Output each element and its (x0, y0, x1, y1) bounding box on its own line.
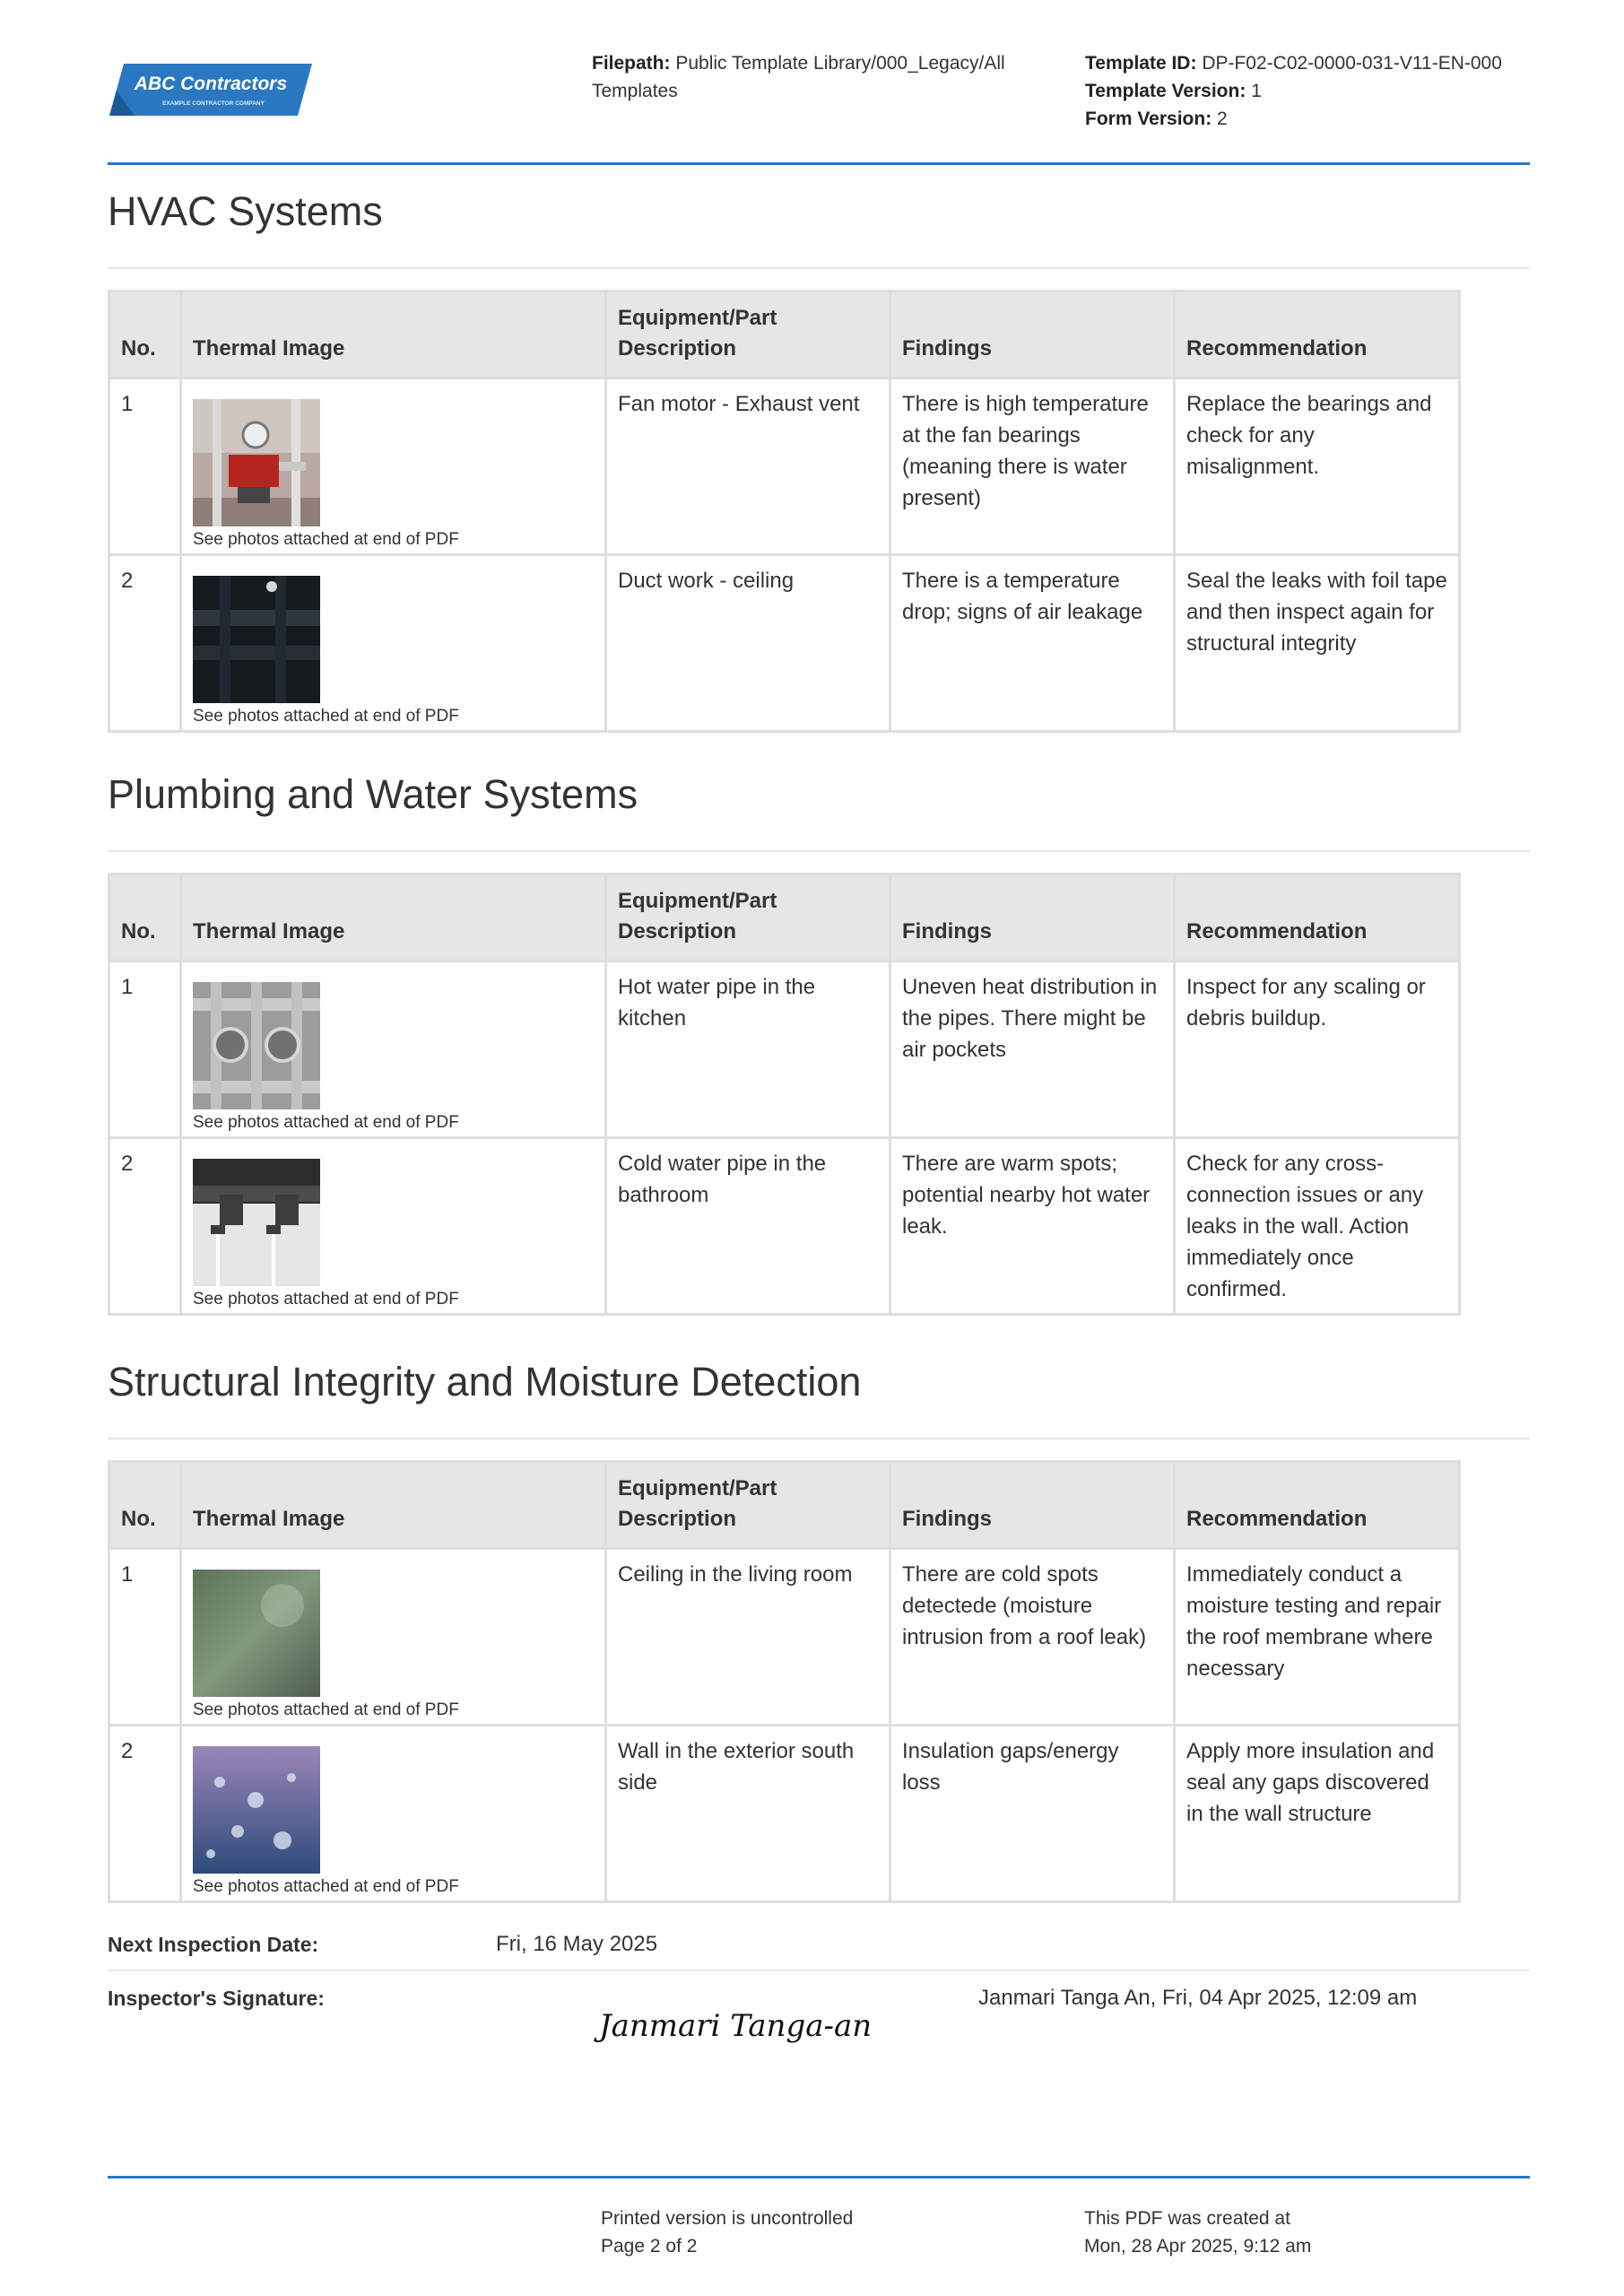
photo-caption: See photos attached at end of PDF (193, 1877, 459, 1896)
section-title-structural: Structural Integrity and Moisture Detection (108, 1359, 862, 1405)
cell-recommendation: Replace the bearings and check for any misalignment. (1175, 378, 1460, 555)
cell-description: Wall in the exterior south side (606, 1726, 890, 1902)
signature-label: Inspector's Signature: (108, 1987, 325, 2010)
column-header-thermal-image: Thermal Image (181, 874, 606, 961)
cell-no: 1 (109, 378, 181, 555)
cell-thermal-image (181, 1726, 606, 1902)
cell-description: Fan motor - Exhaust vent (606, 378, 890, 555)
company-logo (108, 60, 314, 119)
structural-table (108, 1460, 1461, 1903)
table-row (109, 1549, 1460, 1726)
cell-findings: There are warm spots; potential nearby hot water leak. (890, 1138, 1175, 1315)
faucet-photo[interactable] (193, 1159, 320, 1286)
logo-subtext: EXAMPLE CONTRACTOR COMPANY (162, 100, 265, 107)
filepath-label: Filepath: (592, 53, 671, 74)
column-header-thermal-image: Thermal Image (181, 291, 606, 378)
water-drops-photo[interactable] (193, 1746, 320, 1874)
section-divider (108, 267, 1530, 269)
column-header-description: Equipment/Part Description (606, 874, 890, 961)
cell-description: Hot water pipe in the kitchen (606, 961, 890, 1138)
cell-thermal-image (181, 1549, 606, 1726)
cell-thermal-image (181, 1138, 606, 1315)
column-header-findings: Findings (890, 1462, 1175, 1549)
signer-details: Janmari Tanga An, Fri, 04 Apr 2025, 12:09 am (978, 1986, 1418, 2010)
hvac-table (108, 290, 1461, 733)
template-version-label: Template Version: (1085, 81, 1246, 101)
column-header-thermal-image: Thermal Image (181, 1462, 606, 1549)
photo-caption: See photos attached at end of PDF (193, 530, 459, 549)
cell-findings: There are cold spots detectede (moisture intrusion from a roof leak) (890, 1549, 1175, 1726)
logo-text: ABC Contractors (134, 74, 288, 94)
template-id-label: Template ID: (1085, 53, 1197, 74)
photo-caption: See photos attached at end of PDF (193, 707, 459, 726)
cell-description: Ceiling in the living room (606, 1549, 890, 1726)
footer-divider (108, 2176, 1530, 2179)
column-header-description: Equipment/Part Description (606, 1462, 890, 1549)
photo-caption: See photos attached at end of PDF (193, 1113, 459, 1132)
column-header-recommendation: Recommendation (1175, 1462, 1460, 1549)
table-row (109, 1726, 1460, 1902)
cell-recommendation: Seal the leaks with foil tape and then inspect again for structural integrity (1175, 555, 1460, 732)
column-header-no: No. (109, 291, 181, 378)
pipes-photo[interactable] (193, 982, 320, 1109)
table-row (109, 555, 1460, 732)
footer-created-info (1084, 2205, 1311, 2260)
cell-thermal-image (181, 555, 606, 732)
plumbing-table (108, 873, 1461, 1316)
form-version-value: 2 (1217, 109, 1228, 129)
column-header-findings: Findings (890, 291, 1175, 378)
page-header (108, 49, 1530, 164)
photo-caption: See photos attached at end of PDF (193, 1290, 459, 1309)
form-version-label: Form Version: (1085, 109, 1212, 129)
cell-no: 2 (109, 1138, 181, 1315)
table-header-row (109, 1462, 1460, 1549)
pump-photo[interactable] (193, 399, 320, 526)
table-row (109, 1138, 1460, 1315)
template-info-block (1085, 49, 1533, 133)
cell-findings: There is high temperature at the fan bearings (meaning there is water present) (890, 378, 1175, 555)
cell-no: 2 (109, 1726, 181, 1902)
filepath-block (592, 49, 1040, 105)
cell-recommendation: Immediately conduct a moisture testing and repair the roof membrane where necessary (1175, 1549, 1460, 1726)
photo-caption: See photos attached at end of PDF (193, 1700, 459, 1719)
cell-description: Cold water pipe in the bathroom (606, 1138, 890, 1315)
template-version-value: 1 (1251, 81, 1262, 101)
cell-findings: Insulation gaps/energy loss (890, 1726, 1175, 1902)
filepath-value: Public Template Library/000_Legacy/All Templates (592, 53, 1005, 101)
signature-script: Janmari Tanga-an (599, 2008, 873, 2044)
cell-recommendation: Inspect for any scaling or debris buildup. (1175, 961, 1460, 1138)
cell-recommendation: Check for any cross-connection issues or any leaks in the wall. Action immediately once confirmed. (1175, 1138, 1460, 1315)
cell-recommendation: Apply more insulation and seal any gaps discovered in the wall structure (1175, 1726, 1460, 1902)
cell-thermal-image (181, 378, 606, 555)
table-header-row (109, 291, 1460, 378)
form-version-line (1085, 105, 1533, 133)
section-title-hvac: HVAC Systems (108, 188, 383, 234)
column-header-no: No. (109, 1462, 181, 1549)
cell-description: Duct work - ceiling (606, 555, 890, 732)
cell-no: 1 (109, 961, 181, 1138)
page-number: Page 2 of 2 (601, 2236, 698, 2257)
table-row (109, 961, 1460, 1138)
cell-findings: Uneven heat distribution in the pipes. There might be air pockets (890, 961, 1175, 1138)
created-label: This PDF was created at (1084, 2208, 1290, 2229)
column-header-recommendation: Recommendation (1175, 291, 1460, 378)
column-header-findings: Findings (890, 874, 1175, 961)
section-title-plumbing: Plumbing and Water Systems (108, 771, 638, 817)
table-header-row (109, 874, 1460, 961)
next-inspection-label: Next Inspection Date: (108, 1933, 319, 1956)
fog-glass-photo[interactable] (193, 1570, 320, 1697)
template-version-line (1085, 77, 1533, 105)
template-id-line (1085, 49, 1533, 77)
column-header-no: No. (109, 874, 181, 961)
cell-no: 1 (109, 1549, 181, 1726)
template-id-value: DP-F02-C02-0000-031-V11-EN-000 (1202, 53, 1502, 74)
uncontrolled-notice: Printed version is uncontrolled (601, 2208, 854, 2229)
duct-photo[interactable] (193, 576, 320, 703)
section-divider (108, 1438, 1530, 1439)
footer-print-info (601, 2205, 853, 2260)
inspector-signature (592, 1989, 888, 2061)
info-divider (108, 1970, 1530, 1971)
next-inspection-value: Fri, 16 May 2025 (496, 1932, 658, 1956)
cell-no: 2 (109, 555, 181, 732)
cell-thermal-image (181, 961, 606, 1138)
column-header-recommendation: Recommendation (1175, 874, 1460, 961)
created-timestamp: Mon, 28 Apr 2025, 9:12 am (1084, 2236, 1312, 2257)
cell-findings: There is a temperature drop; signs of air leakage (890, 555, 1175, 732)
header-divider (108, 162, 1530, 165)
column-header-description: Equipment/Part Description (606, 291, 890, 378)
section-divider (108, 850, 1530, 852)
table-row (109, 378, 1460, 555)
